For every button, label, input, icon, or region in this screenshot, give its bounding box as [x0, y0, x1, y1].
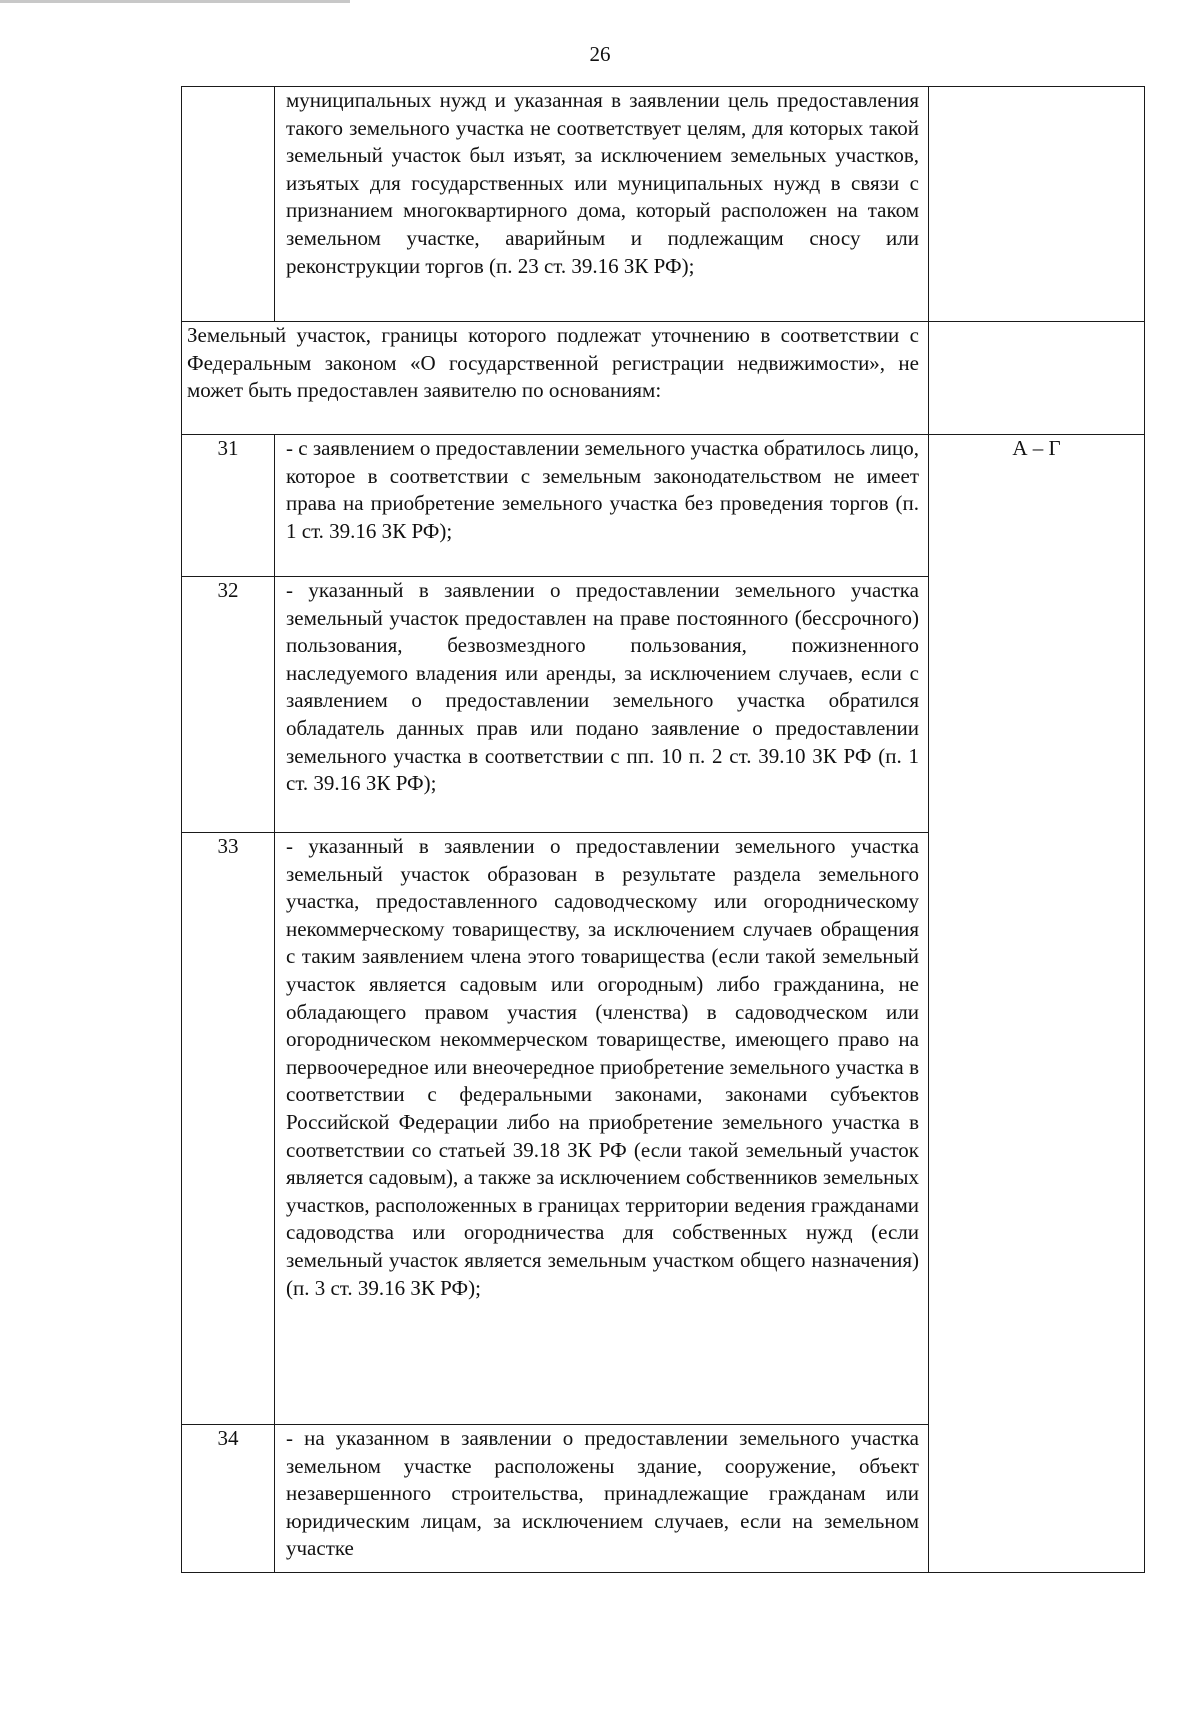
row-number: 31 [182, 435, 275, 577]
row-number: 33 [182, 833, 275, 1425]
side-cell-empty [929, 322, 1145, 435]
page-number: 26 [589, 42, 611, 66]
row-number [182, 87, 275, 322]
side-cell-empty [929, 87, 1145, 322]
section-heading: Земельный участок, границы которого подлежат уточнению в соответствии с Федеральным законом «О государственной регистрации недвижимости», не может быть предоставлен заявителю по основаниям: [182, 322, 929, 435]
row-number: 32 [182, 577, 275, 833]
applicability-code: А – Г [929, 435, 1145, 1573]
grounds-table [181, 86, 1145, 1573]
ground-text: - с заявлением о предоставлении земельного участка обратилось лицо, которое в соответствии с земельным законодательством не имеет права на приобретение земельного участка без проведения торгов (п. 1 ст. 39.16 ЗК РФ); [275, 435, 929, 577]
scan-edge-mark [0, 0, 350, 3]
ground-text: муниципальных нужд и указанная в заявлении цель предоставления такого земельного участка не соответствует целям, для которых такой земельный участок был изъят, за исключением земельных участков, изъятых для государственных или муниципальных нужд в связи с признанием многоквартирного дома, который расположен на таком земельном участке, аварийным и подлежащим сносу или реконструкции торгов (п. 23 ст. 39.16 ЗК РФ); [275, 87, 929, 322]
ground-text: - указанный в заявлении о предоставлении земельного участка земельный участок образован в результате раздела земельного участка, предоставленного садоводческому или огородническому некоммерческому товариществу, за исключением случаев обращения с таким заявлением члена этого товарищества (если такой земельный участок является садовым или огородным) либо гражданина, не обладающего правом участия (членства) в садоводческом или огородническом некоммерческом товариществе, имеющего право на первоочередное или внеочередное приобретение земельного участка в соответствии с федеральными законами, законами субъектов Российской Федерации либо на приобретение земельного участка в соответствии со статьей 39.18 ЗК РФ (если такой земельный участок является садовым), а также за исключением собственников земельных участков, расположенных в границах территории ведения гражданами садоводства или огородничества для собственных нужд (если земельный участок является земельным участком общего назначения) (п. 3 ст. 39.16 ЗК РФ); [275, 833, 929, 1425]
table-row [182, 87, 1145, 322]
row-number: 34 [182, 1425, 275, 1573]
table-row [182, 435, 1145, 577]
ground-text: - на указанном в заявлении о предоставлении земельного участка земельном участке расположены здание, сооружение, объект незавершенного строительства, принадлежащие гражданам или юридическим лицам, за исключением случаев, если на земельном участке [275, 1425, 929, 1573]
section-row [182, 322, 1145, 435]
ground-text: - указанный в заявлении о предоставлении земельного участка земельный участок предоставлен на праве постоянного (бессрочного) пользования, безвозмездного пользования, пожизненного наследуемого владения или аренды, за исключением случаев, если с заявлением о предоставлении земельного участка обратился обладатель данных прав или подано заявление о предоставлении земельного участка в соответствии с пп. 10 п. 2 ст. 39.10 ЗК РФ (п. 1 ст. 39.16 ЗК РФ); [275, 577, 929, 833]
